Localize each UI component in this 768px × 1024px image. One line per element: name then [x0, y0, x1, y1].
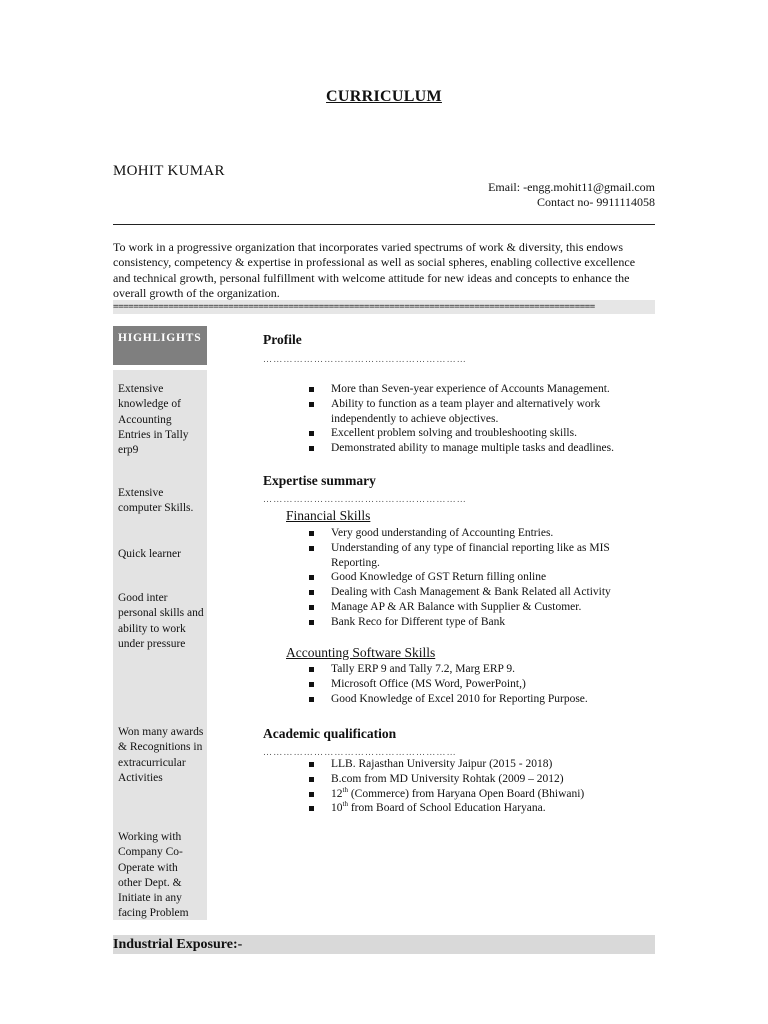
list-item: Microsoft Office (MS Word, PowerPoint,): [305, 677, 650, 692]
academic-list: [305, 757, 650, 816]
list-item: Bank Reco for Different type of Bank: [305, 615, 645, 630]
highlight-item: Working with Company Co-Operate with other Dept. & Initiate in any facing Problem: [118, 831, 189, 920]
list-item: Demonstrated ability to manage multiple tasks and deadlines.: [305, 441, 655, 456]
list-item: Good Knowledge of Excel 2010 for Reporting Purpose.: [305, 692, 650, 707]
objective-paragraph: To work in a progressive organization that incorporates varied spectrums of work & diversity, this endows consistency, competency & expertise in professional as well as social spheres, enabling collective excellence and technical growth, personal fulfillment with welcome attitude for new ideas and concepts to enhance the overall growth of the organization.: [113, 240, 636, 300]
financial-skills-heading: Financial Skills: [286, 508, 371, 523]
list-item: Ability to function as a team player and alternatively work independently to achieve objectives.: [305, 397, 655, 427]
academic-dots: …………………………………………………: [263, 747, 457, 757]
highlight-item: Extensive computer Skills.: [118, 487, 194, 515]
email-line: Email: -engg.mohit11@gmail.com: [488, 180, 655, 194]
list-item: LLB. Rajasthan University Jaipur (2015 - 2018): [305, 757, 650, 772]
software-skills-heading: Accounting Software Skills: [286, 645, 436, 660]
list-item: Manage AP & AR Balance with Supplier & Customer.: [305, 600, 645, 615]
highlight-item: Extensive knowledge of Accounting Entries in Tally erp9: [118, 383, 189, 457]
highlight-item: Won many awards & Recognitions in extracurricular Activities: [118, 726, 204, 784]
highlight-item: Quick learner: [118, 548, 181, 560]
expertise-dots: ……………………………………………………: [263, 494, 467, 504]
financial-skills-list: [305, 526, 645, 630]
highlight-item: Good inter personal skills and ability to work under pressure: [118, 592, 204, 650]
profile-dots: ……………………………………………………: [263, 354, 467, 364]
separator-bar: ================================================================================================: [113, 300, 655, 314]
profile-list: [305, 382, 655, 456]
list-item: Understanding of any type of financial reporting like as MIS Reporting.: [305, 541, 645, 571]
list-item: 10th from Board of School Education Haryana.: [305, 801, 650, 816]
profile-heading: Profile: [263, 332, 302, 347]
list-item: Very good understanding of Accounting Entries.: [305, 526, 645, 541]
list-item: Good Knowledge of GST Return filling online: [305, 570, 645, 585]
list-item: 12th (Commerce) from Haryana Open Board (Bhiwani): [305, 787, 650, 802]
list-item: B.com from MD University Rohtak (2009 – 2012): [305, 772, 650, 787]
expertise-heading: Expertise summary: [263, 473, 376, 488]
software-skills-list: [305, 662, 650, 706]
highlights-header: HIGHLIGHTS: [113, 326, 207, 365]
contact-line: Contact no- 9911114058: [537, 195, 655, 209]
candidate-name: MOHIT KUMAR: [113, 163, 225, 179]
list-item: Dealing with Cash Management & Bank Related all Activity: [305, 585, 645, 600]
list-item: More than Seven-year experience of Accounts Management.: [305, 382, 655, 397]
document-title: CURRICULUM: [326, 88, 442, 105]
academic-heading: Academic qualification: [263, 726, 397, 741]
list-item: Excellent problem solving and troubleshooting skills.: [305, 426, 655, 441]
industrial-exposure-heading: Industrial Exposure:-: [113, 935, 655, 954]
header-divider: [113, 224, 655, 225]
list-item: Tally ERP 9 and Tally 7.2, Marg ERP 9.: [305, 662, 650, 677]
